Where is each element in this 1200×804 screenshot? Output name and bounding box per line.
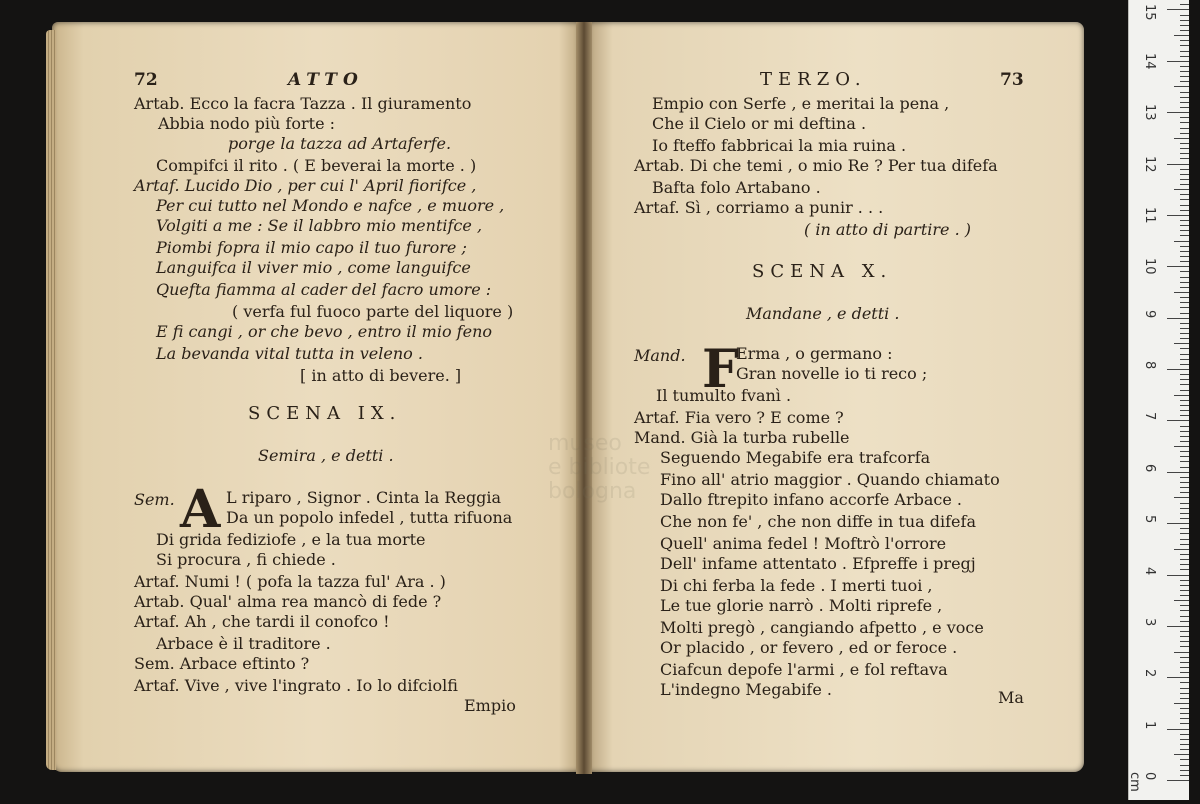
ruler-tick: [1180, 379, 1189, 380]
ruler-tick: [1180, 759, 1189, 760]
ruler-tick: [1180, 569, 1189, 570]
ruler-number: 11: [1142, 206, 1157, 224]
ruler-tick: [1180, 179, 1189, 180]
ruler-tick: [1180, 271, 1189, 272]
ruler-tick: [1180, 749, 1189, 750]
ruler-tick: [1180, 739, 1189, 740]
ruler-number: 1: [1142, 720, 1157, 729]
text-line: Io fteffo fabbricai la mia ruina .: [652, 136, 907, 155]
ruler-tick: [1180, 287, 1189, 288]
ruler-number: 6: [1142, 463, 1157, 473]
text-line: La bevanda vital tutta in veleno .: [156, 344, 423, 363]
ruler-tick: [1180, 405, 1189, 406]
ruler-tick: [1180, 92, 1189, 93]
text-line: Di grida fediziofe , e la tua morte: [156, 530, 426, 549]
ruler-tick: [1180, 307, 1189, 308]
ruler-tick: [1180, 15, 1189, 16]
book-gutter: [576, 22, 592, 774]
text-line: Si procura , fi chiede .: [156, 550, 336, 569]
ruler-tick: [1180, 205, 1189, 206]
ruler-tick: [1180, 220, 1189, 221]
ruler-number: 5: [1142, 515, 1157, 524]
text-line: Mand.: [634, 346, 686, 365]
ruler-tick: [1180, 503, 1189, 504]
ruler-tick: [1167, 266, 1189, 267]
ruler-number: 8: [1142, 361, 1157, 370]
ruler-tick: [1180, 477, 1189, 478]
text-line: Artaf. Numi ! ( pofa la tazza ful' Ara . ): [134, 572, 446, 591]
text-line: Artab. Di che temi , o mio Re ? Per tua difefa: [634, 156, 998, 175]
ruler-tick: [1180, 66, 1189, 67]
ruler-tick: [1180, 348, 1189, 349]
ruler-tick: [1180, 605, 1189, 606]
text-line: Mand. Già la turba rubelle: [634, 428, 850, 447]
ruler-tick: [1180, 436, 1189, 437]
ruler-tick: [1180, 297, 1189, 298]
ruler-tick: [1180, 415, 1189, 416]
text-line: ( in atto di partire . ): [804, 220, 971, 239]
ruler-tick: [1174, 652, 1189, 653]
left-page-number: 72: [134, 70, 158, 90]
ruler-number: 12: [1142, 155, 1157, 173]
ruler-tick: [1180, 641, 1189, 642]
ruler-tick: [1174, 446, 1189, 447]
ruler-tick: [1180, 20, 1189, 21]
ruler-tick: [1174, 86, 1189, 87]
text-line: Artaf. Vive , vive l'ingrato . Io lo difciolfi: [134, 676, 458, 695]
ruler-tick: [1180, 456, 1189, 457]
left-scene-title: SCENA IX.: [248, 403, 402, 424]
ruler-tick: [1180, 518, 1189, 519]
ruler-number: 13: [1142, 104, 1157, 121]
ruler-tick: [1180, 539, 1189, 540]
ruler-tick: [1180, 441, 1189, 442]
ruler-tick: [1180, 688, 1189, 689]
text-line: Seguendo Megabife era trafcorfa: [660, 448, 931, 467]
ruler-tick: [1180, 210, 1189, 211]
ruler-tick: [1167, 318, 1189, 319]
ruler-tick: [1167, 215, 1189, 216]
ruler-tick: [1180, 364, 1189, 365]
ruler-tick: [1180, 621, 1189, 622]
left-drop-cap: A: [180, 479, 221, 540]
measuring-ruler: [1128, 0, 1189, 800]
ruler-tick: [1180, 40, 1189, 41]
ruler-tick: [1167, 575, 1189, 576]
ruler-tick: [1174, 497, 1189, 498]
ruler-number: 0 cm: [1127, 772, 1157, 792]
ruler-tick: [1180, 71, 1189, 72]
left-running-head: ATTO: [288, 70, 364, 90]
ruler-tick: [1180, 410, 1189, 411]
left-scene-subtitle: Semira , e detti .: [258, 446, 394, 465]
ruler-tick: [1180, 770, 1189, 771]
page-edges: [46, 30, 56, 770]
ruler-tick: [1180, 734, 1189, 735]
ruler-tick: [1180, 158, 1189, 159]
ruler-tick: [1180, 153, 1189, 154]
ruler-tick: [1180, 636, 1189, 637]
text-line: Quefta fiamma al cader del facro umore :: [156, 280, 492, 299]
text-line: Erma , o germano :: [736, 344, 893, 363]
ruler-tick: [1180, 359, 1189, 360]
ruler-tick: [1174, 292, 1189, 293]
ruler-tick: [1180, 482, 1189, 483]
ruler-tick: [1174, 343, 1189, 344]
right-running-head: TERZO.: [760, 69, 867, 90]
ruler-tick: [1167, 729, 1189, 730]
ruler-tick: [1180, 708, 1189, 709]
text-line: Abbia nodo più forte :: [158, 114, 336, 133]
ruler-tick: [1180, 143, 1189, 144]
ruler-tick: [1167, 523, 1189, 524]
text-line: Empio: [464, 696, 516, 715]
text-line: Artaf. Lucido Dio , per cui l' April fiorifce ,: [134, 176, 477, 195]
ruler-tick: [1180, 56, 1189, 57]
ruler-tick: [1180, 631, 1189, 632]
text-line: L'indegno Megabife .: [660, 680, 832, 699]
text-line: Fino all' atrio maggior . Quando chiamato: [660, 470, 1000, 489]
ruler-number: 2: [1142, 669, 1157, 678]
ruler-tick: [1174, 241, 1189, 242]
text-line: Ma: [998, 688, 1024, 707]
right-page-number: 73: [1000, 70, 1024, 90]
ruler-tick: [1180, 564, 1189, 565]
ruler-tick: [1180, 544, 1189, 545]
text-line: Le tue glorie narrò . Molti riprefe ,: [660, 596, 943, 615]
text-line: Sem.: [134, 490, 175, 509]
ruler-tick: [1180, 718, 1189, 719]
ruler-tick: [1180, 328, 1189, 329]
ruler-tick: [1174, 754, 1189, 755]
ruler-tick: [1180, 225, 1189, 226]
ruler-tick: [1180, 384, 1189, 385]
ruler-tick: [1180, 492, 1189, 493]
text-line: Artaf. Fia vero ? E come ?: [634, 408, 844, 427]
ruler-tick: [1180, 713, 1189, 714]
ruler-tick: [1180, 184, 1189, 185]
text-line: E fi cangi , or che bevo , entro il mio feno: [156, 322, 492, 341]
ruler-tick: [1180, 246, 1189, 247]
ruler-tick: [1180, 102, 1189, 103]
ruler-tick: [1174, 189, 1189, 190]
ruler-tick: [1180, 431, 1189, 432]
ruler-tick: [1180, 354, 1189, 355]
text-line: Or placido , or fevero , ed or feroce .: [660, 638, 958, 657]
text-line: Languifca il viver mio , come languifce: [156, 258, 471, 277]
text-line: Piombi fopra il mio capo il tuo furore ;: [156, 238, 467, 257]
text-line: L riparo , Signor . Cinta la Reggia: [226, 488, 502, 507]
text-line: porge la tazza ad Artaferfe.: [228, 134, 452, 153]
ruler-tick: [1180, 580, 1189, 581]
text-line: Artaf. Ah , che tardi il conofco !: [134, 612, 390, 631]
ruler-tick: [1174, 549, 1189, 550]
ruler-tick: [1174, 35, 1189, 36]
ruler-tick: [1180, 426, 1189, 427]
ruler-tick: [1180, 133, 1189, 134]
ruler-tick: [1180, 585, 1189, 586]
text-line: Sem. Arbace eftinto ?: [134, 654, 310, 673]
ruler-tick: [1180, 390, 1189, 391]
text-line: Che il Cielo or mi deftina .: [652, 114, 867, 133]
ruler-tick: [1180, 122, 1189, 123]
ruler-number: 15: [1142, 4, 1157, 21]
ruler-tick: [1180, 45, 1189, 46]
ruler-tick: [1180, 646, 1189, 647]
ruler-tick: [1180, 148, 1189, 149]
ruler-tick: [1180, 554, 1189, 555]
ruler-tick: [1174, 600, 1189, 601]
ruler-tick: [1180, 199, 1189, 200]
right-scene-subtitle: Mandane , e detti .: [746, 304, 900, 323]
ruler-tick: [1180, 313, 1189, 314]
ruler-tick: [1174, 703, 1189, 704]
ruler-number: 10: [1142, 258, 1157, 275]
ruler-tick: [1180, 559, 1189, 560]
ruler-tick: [1180, 487, 1189, 488]
ruler-tick: [1180, 230, 1189, 231]
text-line: Dell' infame attentato . Efpreffe i pregj: [660, 554, 976, 573]
ruler-tick: [1180, 194, 1189, 195]
watermark-line: e bibliote: [548, 455, 651, 480]
text-line: Da un popolo infedel , tutta rifuona: [226, 508, 513, 527]
ruler-tick: [1180, 528, 1189, 529]
text-line: Molti pregò , cangiando afpetto , e voce: [660, 618, 984, 637]
ruler-tick: [1167, 9, 1189, 10]
text-line: Ciafcun depofe l'armi , e fol reftava: [660, 660, 948, 679]
ruler-number: 4: [1142, 566, 1157, 575]
text-line: Dallo ftrepito infano accorfe Arbace .: [660, 490, 963, 509]
ruler-tick: [1180, 302, 1189, 303]
text-line: Volgiti a me : Se il labbro mio mentifce ,: [156, 216, 483, 235]
text-line: Empio con Serfe , e meritai la pena ,: [652, 94, 950, 113]
ruler-tick: [1180, 513, 1189, 514]
ruler-tick: [1167, 164, 1189, 165]
right-drop-cap: F: [702, 339, 739, 400]
ruler-tick: [1180, 256, 1189, 257]
ruler-tick: [1180, 374, 1189, 375]
ruler-tick: [1180, 533, 1189, 534]
ruler-tick: [1180, 282, 1189, 283]
ruler-number: 14: [1142, 52, 1157, 70]
ruler-tick: [1180, 461, 1189, 462]
watermark-line: bologna: [548, 479, 637, 504]
ruler-tick: [1167, 112, 1189, 113]
library-watermark: [548, 432, 650, 504]
ruler-tick: [1167, 677, 1189, 678]
ruler-tick: [1180, 616, 1189, 617]
ruler-tick: [1180, 76, 1189, 77]
text-line: [ in atto di bevere. ]: [300, 366, 462, 385]
ruler-tick: [1180, 451, 1189, 452]
ruler-tick: [1180, 25, 1189, 26]
ruler-tick: [1167, 780, 1189, 781]
ruler-tick: [1180, 333, 1189, 334]
ruler-tick: [1180, 51, 1189, 52]
ruler-tick: [1180, 682, 1189, 683]
ruler-tick: [1180, 338, 1189, 339]
ruler-tick: [1180, 251, 1189, 252]
ruler-tick: [1180, 400, 1189, 401]
ruler-tick: [1180, 672, 1189, 673]
ruler-tick: [1174, 138, 1189, 139]
ruler-tick: [1174, 395, 1189, 396]
ruler-tick: [1167, 369, 1189, 370]
text-line: Artab. Qual' alma rea mancò di fede ?: [134, 592, 442, 611]
text-line: Arbace è il traditore .: [156, 634, 331, 653]
text-line: Il tumulto fvanì .: [656, 386, 792, 405]
ruler-tick: [1180, 662, 1189, 663]
ruler-tick: [1180, 698, 1189, 699]
ruler-tick: [1180, 169, 1189, 170]
watermark-line: museo: [548, 431, 622, 456]
right-scene-title: SCENA X.: [752, 261, 893, 282]
ruler-tick: [1180, 261, 1189, 262]
text-line: Quell' anima fedel ! Moftrò l'orrore: [660, 534, 947, 553]
ruler-tick: [1180, 744, 1189, 745]
text-line: Di chi ferba la fede . I merti tuoi ,: [660, 576, 933, 595]
text-line: Bafta folo Artabano .: [652, 178, 821, 197]
ruler-tick: [1180, 107, 1189, 108]
ruler-tick: [1167, 626, 1189, 627]
ruler-tick: [1180, 508, 1189, 509]
ruler-tick: [1180, 657, 1189, 658]
ruler-tick: [1180, 765, 1189, 766]
ruler-tick: [1180, 610, 1189, 611]
ruler-number: 9: [1142, 309, 1157, 318]
ruler-tick: [1180, 128, 1189, 129]
text-line: Gran novelle io ti reco ;: [736, 364, 928, 383]
ruler-tick: [1180, 693, 1189, 694]
ruler-tick: [1180, 775, 1189, 776]
ruler-tick: [1180, 235, 1189, 236]
text-line: Compifci il rito . ( E beverai la morte . ): [156, 156, 477, 175]
ruler-tick: [1180, 277, 1189, 278]
ruler-tick: [1180, 467, 1189, 468]
ruler-number: 7: [1142, 412, 1157, 421]
ruler-number: 3: [1142, 617, 1157, 627]
ruler-tick: [1180, 174, 1189, 175]
ruler-tick: [1180, 667, 1189, 668]
ruler-tick: [1180, 590, 1189, 591]
text-line: Che non fe' , che non diffe in tua difefa: [660, 512, 976, 531]
ruler-tick: [1180, 81, 1189, 82]
ruler-tick: [1180, 723, 1189, 724]
ruler-tick: [1167, 472, 1189, 473]
ruler-tick: [1180, 323, 1189, 324]
text-line: ( verfa ful fuoco parte del liquore ): [232, 302, 514, 321]
ruler-tick: [1180, 97, 1189, 98]
ruler-tick: [1180, 4, 1189, 5]
ruler-tick: [1180, 595, 1189, 596]
text-line: Per cui tutto nel Mondo e nafce , e muore ,: [156, 196, 505, 215]
text-line: Artab. Ecco la facra Tazza . Il giuramento: [134, 94, 472, 113]
ruler-tick: [1167, 61, 1189, 62]
ruler-tick: [1180, 117, 1189, 118]
text-line: Artaf. Sì , corriamo a punir . . .: [634, 198, 884, 217]
ruler-tick: [1180, 30, 1189, 31]
ruler-tick: [1167, 420, 1189, 421]
